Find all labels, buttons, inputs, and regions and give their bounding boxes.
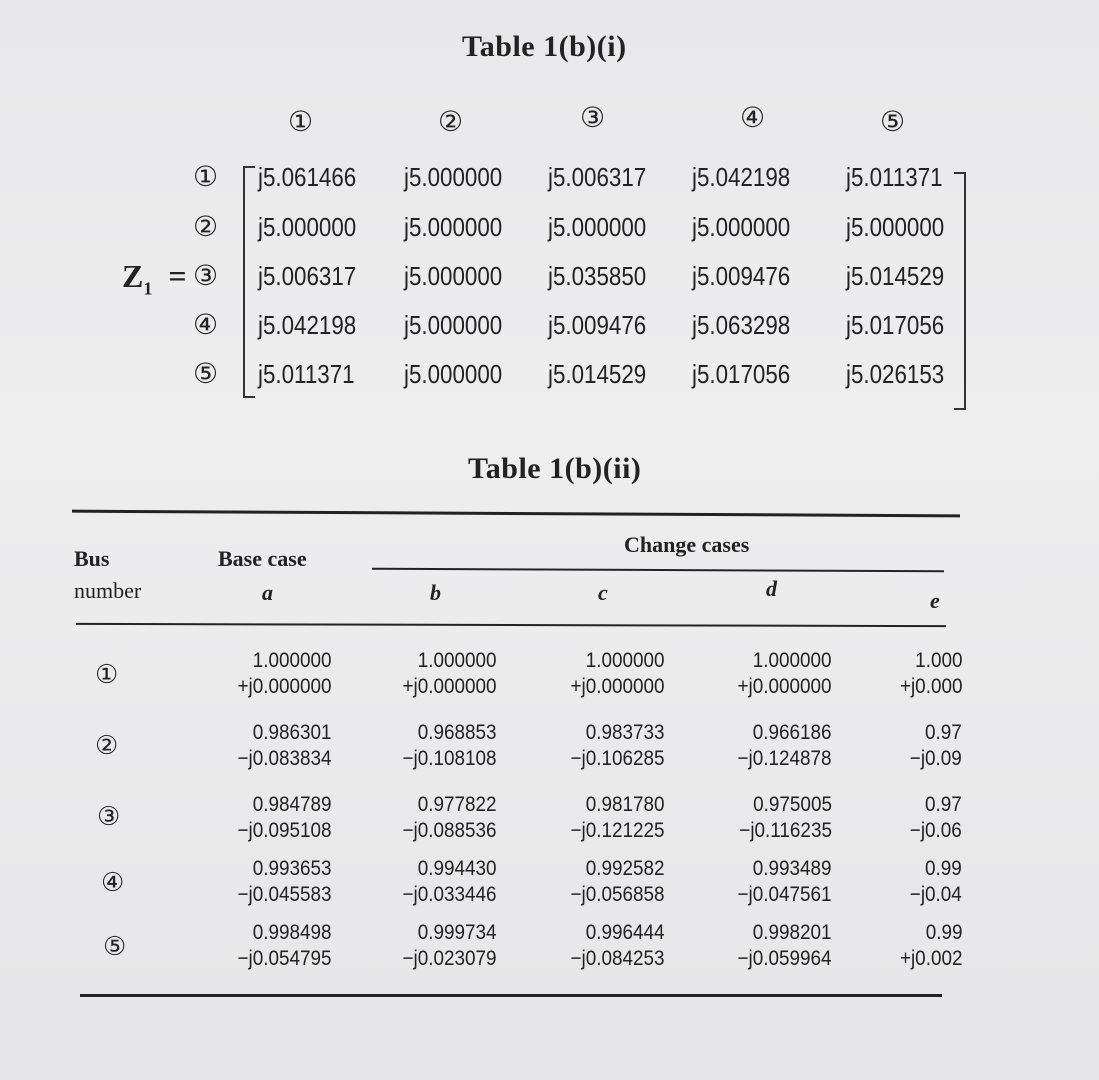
matrix-cell: j5.006317	[258, 261, 357, 291]
cell-real-part: 0.998498	[253, 921, 332, 944]
row-marker-5: ⑤	[193, 357, 219, 390]
matrix-cell: j5.063298	[692, 310, 791, 340]
table-cell	[738, 720, 832, 773]
cell-imag-part: −j0.04	[909, 883, 962, 907]
cell-imag-part: −j0.047561	[737, 883, 832, 907]
table-cell	[571, 720, 665, 773]
matrix-cell: j5.026153	[846, 359, 945, 389]
cell-real-part: 1.000000	[418, 649, 497, 672]
cell-real-part: 0.984789	[253, 793, 332, 816]
table-cell	[910, 720, 962, 773]
cell-imag-part: −j0.054795	[237, 947, 332, 971]
cell-imag-part: −j0.116235	[739, 819, 832, 843]
matrix-cell: j5.017056	[846, 310, 945, 340]
cell-imag-part: −j0.108108	[402, 747, 497, 771]
col-marker-2: ②	[438, 105, 464, 138]
cell-real-part: 1.000000	[753, 649, 832, 672]
header-col-c: c	[598, 580, 608, 605]
cell-real-part: 0.97	[925, 793, 962, 816]
matrix-cell: j5.000000	[404, 310, 503, 340]
header-col-b: b	[430, 580, 441, 605]
matrix-cell: j5.000000	[404, 359, 503, 389]
matrix-cell: j5.000000	[404, 261, 503, 291]
table-1-title: Table 1(b)(i)	[462, 30, 627, 63]
matrix-cell: j5.035850	[548, 261, 647, 291]
cell-imag-part: −j0.121225	[570, 819, 665, 843]
matrix-left-bracket	[243, 166, 255, 398]
cell-real-part: 0.99	[925, 857, 962, 880]
row-marker-1: ①	[193, 160, 219, 193]
row-marker-4: ④	[193, 308, 219, 341]
cell-real-part: 0.97	[925, 721, 962, 744]
matrix-right-bracket	[954, 172, 966, 410]
matrix-subscript: 1	[143, 278, 153, 299]
matrix-cell: j5.014529	[846, 261, 945, 291]
table-cell	[238, 648, 332, 701]
cell-real-part: 0.966186	[753, 721, 832, 744]
matrix-cell: j5.009476	[548, 310, 647, 340]
cell-imag-part: −j0.083834	[237, 747, 332, 771]
col-marker-4: ④	[740, 101, 766, 134]
table-cell	[738, 648, 832, 701]
table-cell	[899, 920, 962, 973]
matrix-cell: j5.014529	[548, 359, 647, 389]
col-marker-1: ①	[288, 105, 314, 138]
cell-imag-part: −j0.088536	[402, 819, 497, 843]
matrix-cell: j5.000000	[404, 212, 503, 242]
header-col-a: a	[262, 580, 273, 605]
cell-imag-part: +j0.000000	[237, 675, 332, 699]
table-cell	[238, 920, 332, 973]
matrix-cell: j5.006317	[548, 162, 647, 192]
cell-imag-part: −j0.095108	[237, 819, 332, 843]
matrix-cell: j5.042198	[692, 162, 791, 192]
bus-marker-2: ②	[95, 731, 119, 761]
matrix-cell: j5.000000	[846, 212, 945, 242]
cell-real-part: 0.99	[925, 921, 962, 944]
table-cell	[571, 648, 665, 701]
cell-real-part: 0.986301	[253, 721, 332, 744]
matrix-cell: j5.011371	[846, 162, 943, 192]
table-bottom-rule	[80, 994, 942, 997]
cell-real-part: 0.996444	[586, 921, 665, 944]
table-cell	[403, 792, 497, 845]
cell-real-part: 0.998201	[753, 921, 832, 944]
table-cell	[899, 648, 962, 701]
cell-real-part: 0.999734	[418, 921, 497, 944]
table-cell	[738, 920, 832, 973]
cell-imag-part: −j0.084253	[570, 947, 665, 971]
table-cell	[739, 792, 832, 845]
table-cell	[238, 792, 332, 845]
header-col-e: e	[930, 588, 940, 613]
table-cell	[238, 856, 332, 909]
table-cell	[910, 792, 962, 845]
header-change-cases: Change cases	[624, 532, 750, 557]
matrix-label	[122, 258, 187, 299]
header-number: number	[74, 578, 142, 603]
cell-imag-part: −j0.06	[909, 819, 962, 843]
matrix-cell: j5.000000	[692, 212, 791, 242]
matrix-symbol: Z	[122, 258, 144, 294]
table-cell	[238, 720, 332, 773]
table-top-rule	[72, 510, 960, 518]
cell-imag-part: −j0.056858	[570, 883, 665, 907]
table-2-title: Table 1(b)(ii)	[468, 452, 642, 485]
bus-marker-4: ④	[101, 868, 125, 898]
cell-real-part: 0.994430	[418, 857, 497, 880]
bus-marker-1: ①	[95, 660, 119, 690]
table-cell	[910, 856, 962, 909]
cell-real-part: 0.983733	[586, 721, 665, 744]
col-marker-3: ③	[580, 101, 606, 134]
header-col-d: d	[766, 576, 777, 601]
table-cell	[571, 856, 665, 909]
cell-real-part: 0.977822	[418, 793, 497, 816]
cell-imag-part: +j0.000000	[737, 675, 832, 699]
cell-real-part: 1.000	[914, 649, 962, 672]
header-bus: Bus	[74, 546, 110, 571]
cell-real-part: 0.993653	[253, 857, 332, 880]
cell-real-part: 0.992582	[586, 857, 665, 880]
matrix-cell: j5.042198	[258, 310, 357, 340]
table-cell	[571, 792, 665, 845]
bus-marker-3: ③	[97, 802, 121, 832]
col-marker-5: ⑤	[880, 105, 906, 138]
cell-imag-part: +j0.000000	[402, 675, 497, 699]
cell-real-part: 1.000000	[586, 649, 665, 672]
cell-real-part: 1.000000	[253, 649, 332, 672]
table-cell	[738, 856, 832, 909]
matrix-cell: j5.000000	[548, 212, 647, 242]
cell-real-part: 0.993489	[753, 857, 832, 880]
row-marker-3: ③	[193, 259, 219, 292]
cell-real-part: 0.975005	[753, 793, 832, 816]
row-marker-2: ②	[193, 210, 219, 243]
cell-imag-part: +j0.000000	[570, 675, 665, 699]
matrix-cell: j5.061466	[258, 162, 357, 192]
cell-imag-part: +j0.000	[899, 675, 962, 699]
matrix-equals: =	[168, 258, 187, 294]
table-cell	[403, 648, 497, 701]
cell-real-part: 0.968853	[418, 721, 497, 744]
table-cell	[403, 720, 497, 773]
matrix-cell: j5.017056	[692, 359, 791, 389]
cell-imag-part: −j0.023079	[402, 947, 497, 971]
cell-imag-part: −j0.033446	[402, 883, 497, 907]
bus-marker-5: ⑤	[103, 932, 127, 962]
matrix-cell: j5.009476	[692, 261, 791, 291]
header-base-case: Base case	[218, 546, 307, 571]
cell-imag-part: −j0.059964	[737, 947, 832, 971]
cell-imag-part: +j0.002	[899, 947, 962, 971]
matrix-cell: j5.000000	[404, 162, 503, 192]
table-cell	[403, 856, 497, 909]
table-cell	[403, 920, 497, 973]
cell-imag-part: −j0.124878	[737, 747, 832, 771]
cell-imag-part: −j0.045583	[237, 883, 332, 907]
cell-imag-part: −j0.106285	[570, 747, 665, 771]
change-cases-rule	[372, 568, 944, 572]
cell-real-part: 0.981780	[586, 793, 665, 816]
matrix-cell: j5.000000	[258, 212, 357, 242]
table-cell	[571, 920, 665, 973]
cell-imag-part: −j0.09	[909, 747, 962, 771]
header-bottom-rule	[76, 623, 946, 627]
matrix-cell: j5.011371	[258, 359, 355, 389]
